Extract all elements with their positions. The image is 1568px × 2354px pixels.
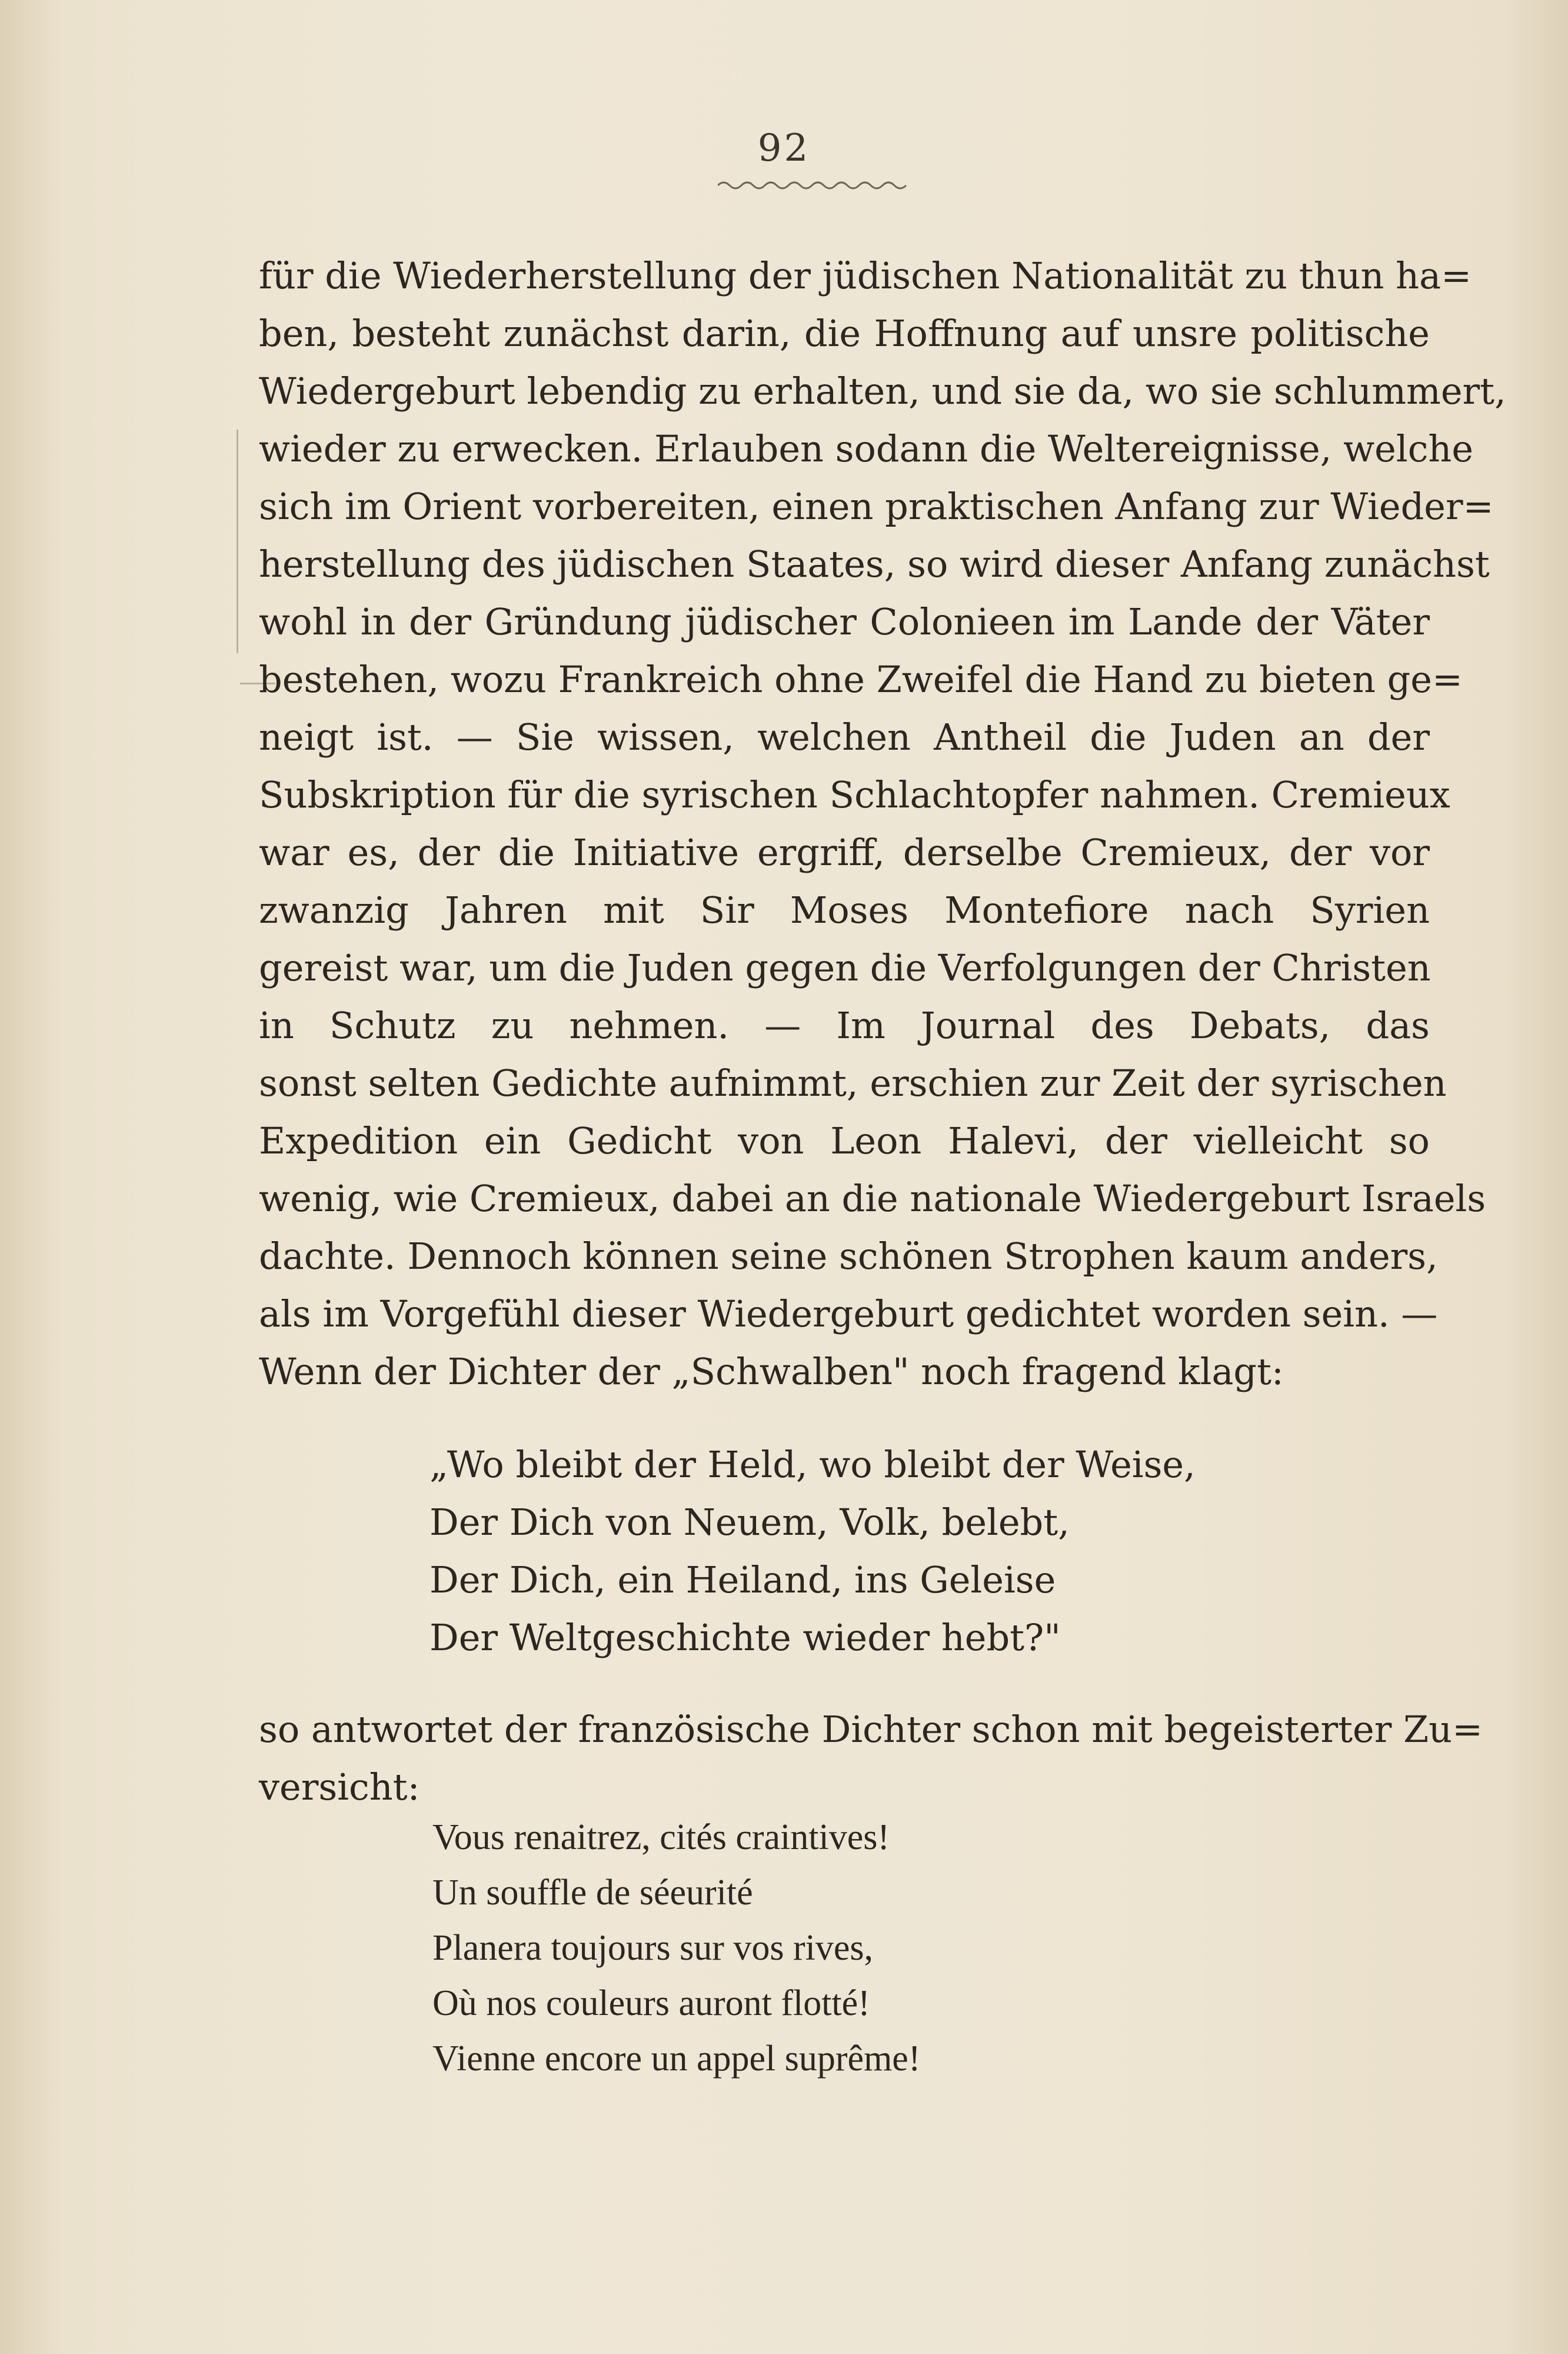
- text-line: als im Vorgefühl dieser Wiedergeburt gedichtet worden sein. —: [259, 1292, 1438, 1335]
- text-line: war es, der die Initiative ergriff, derselbe Cremieux, der vor: [259, 831, 1430, 874]
- text-line: neigt ist. — Sie wissen, welchen Antheil die Juden an der: [259, 716, 1430, 759]
- ornament-rule: [718, 177, 912, 194]
- verse-line: Der Dich von Neuem, Volk, belebt,: [430, 1501, 1070, 1544]
- text-line: so antwortet der französische Dichter schon mit begeisterter Zu=: [259, 1708, 1483, 1751]
- main-paragraph: [259, 247, 1506, 1401]
- text-line: gereist war, um die Juden gegen die Verfolgungen der Christen: [259, 946, 1431, 989]
- text-line: sich im Orient vorbereiten, einen praktischen Anfang zur Wieder=: [259, 485, 1494, 528]
- margin-pencil-mark: [237, 430, 238, 653]
- text-line: Subskription für die syrischen Schlachtopfer nahmen. Cremieux: [259, 773, 1450, 816]
- verse-line: „Wo bleibt der Held, wo bleibt der Weise,: [430, 1443, 1196, 1486]
- text-line: Expedition ein Gedicht von Leon Halevi, der vielleicht so: [259, 1119, 1430, 1162]
- verse-line: Vienne encore un appel suprême!: [432, 2039, 921, 2079]
- text-line: zwanzig Jahren mit Sir Moses Montefiore nach Syrien: [259, 889, 1430, 932]
- page-number: 92: [757, 127, 811, 170]
- french-verse: [432, 1810, 1315, 2086]
- text-line: dachte. Dennoch können seine schönen Strophen kaum anders,: [259, 1235, 1438, 1278]
- verse-line: Vous renaitrez, cités craintives!: [432, 1817, 890, 1857]
- verse-line: Planera toujours sur vos rives,: [432, 1928, 874, 1968]
- verse-line: Un souffle de séeurité: [432, 1873, 753, 1913]
- text-line: für die Wiederherstellung der jüdischen Nationalität zu thun ha=: [259, 254, 1472, 297]
- text-line: versicht:: [259, 1766, 420, 1808]
- text-line: in Schutz zu nehmen. — Im Journal des Debats, das: [259, 1004, 1430, 1047]
- verse-line: Der Weltgeschichte wieder hebt?": [430, 1616, 1061, 1659]
- text-line: Wiedergeburt lebendig zu erhalten, und sie da, wo sie schlummert,: [259, 370, 1506, 413]
- continuation-paragraph: [259, 1701, 1483, 1816]
- verse-line: Der Dich, ein Heiland, ins Geleise: [430, 1558, 1056, 1601]
- text-line: herstellung des jüdischen Staates, so wird dieser Anfang zunächst: [259, 543, 1490, 586]
- text-line: Wenn der Dichter der „Schwalben" noch fragend klagt:: [259, 1350, 1284, 1393]
- verse-line: Où nos couleurs auront flotté!: [432, 1983, 870, 2023]
- text-line: bestehen, wozu Frankreich ohne Zweifel die Hand zu bieten ge=: [259, 658, 1463, 701]
- text-line: ben, besteht zunächst darin, die Hoffnung auf unsre politische: [259, 312, 1430, 355]
- text-line: sonst selten Gedichte aufnimmt, erschien zur Zeit der syrischen: [259, 1062, 1447, 1105]
- german-verse: [430, 1436, 1312, 1667]
- text-line: wieder zu erwecken. Erlauben sodann die Weltereignisse, welche: [259, 427, 1474, 470]
- text-line: wohl in der Gründung jüdischer Colonieen im Lande der Väter: [259, 600, 1430, 643]
- text-line: wenig, wie Cremieux, dabei an die nationale Wiedergeburt Israels: [259, 1177, 1486, 1220]
